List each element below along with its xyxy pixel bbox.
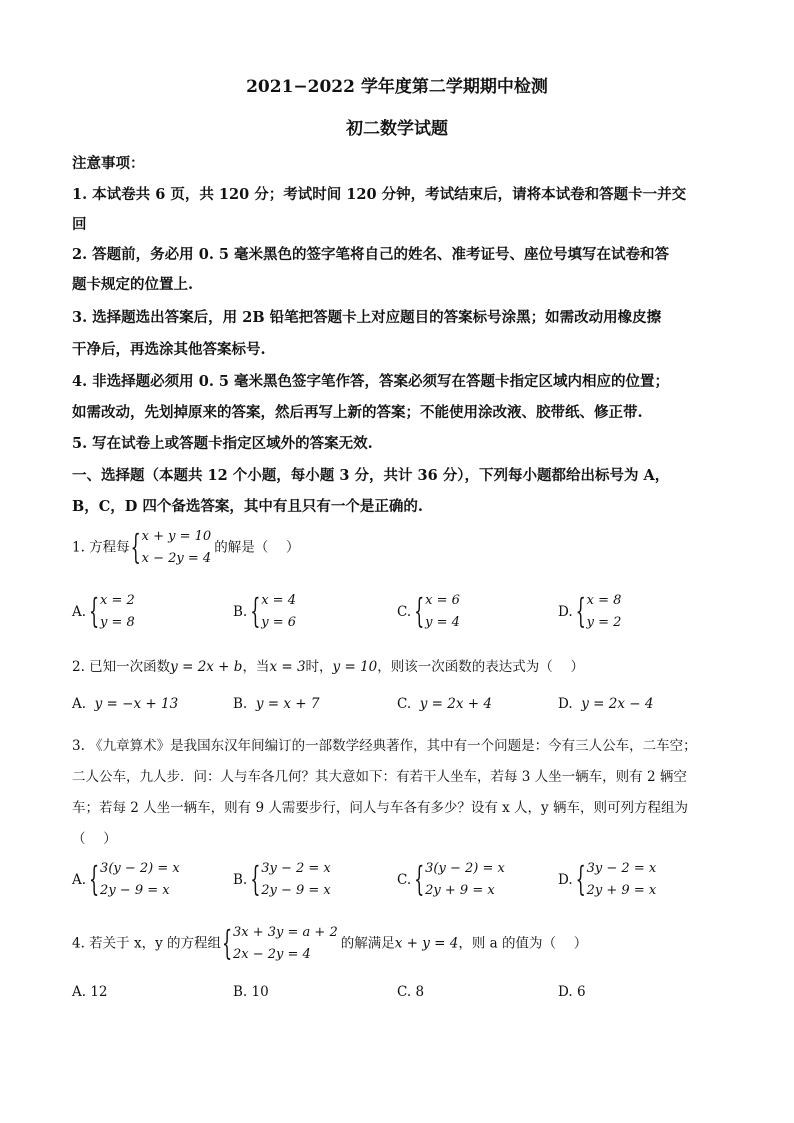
note-line: 如需改动，先划掉原来的答案，然后再写上新的答案；不能使用涂改液、胶带纸、修正带. <box>72 404 643 421</box>
q1-option-d: D. { x = 8 y = 2 <box>558 590 624 634</box>
note-line: 5. 写在试卷上或答题卡指定区域外的答案无效. <box>72 435 373 452</box>
note-line: 1. 本试卷共 6 页，共 120 分；考试时间 120 分钟，考试结束后，请将本试卷和答题卡一并交 <box>72 186 687 203</box>
q3-option-b: B. { 3y − 2 = x 2y − 9 = x <box>233 858 334 902</box>
exam-subtitle: 初二数学试题 <box>346 119 448 139</box>
equation-system: { x + y = 10 x − 2y = 4 <box>133 526 212 570</box>
note-line: 3. 选择题选出答案后，用 2B 铅笔把答题卡上对应题目的答案标号涂黑；如需改动用橡皮擦 <box>72 309 662 326</box>
notes-heading: 注意事项： <box>72 155 145 172</box>
q3-option-d: D. { 3y − 2 = x 2y + 9 = x <box>558 858 659 902</box>
question-3-line: 二人公车，九人步．问：人与车各几何？其大意如下：有若干人坐车，若每 3 人坐一辆车，则有 2 辆空 <box>72 769 687 785</box>
section-heading: 一、选择题（本题共 12 个小题，每小题 3 分，共计 36 分），下列每小题都给出标号为 A， <box>72 467 670 484</box>
equation-system: { 3x + 3y = a + 2 2x − 2y = 4 <box>224 922 338 966</box>
exam-title: 2021−2022 学年度第二学期期中检测 <box>246 77 548 97</box>
q4-option-a: A. 12 <box>72 984 108 1000</box>
q4-option-b: B. 10 <box>233 984 269 1000</box>
question-3-line: 车；若每 2 人坐一辆车，则有 9 人需要步行，问人与车各有多少？设有 x 人，y 辆车，则可列方程组为 <box>72 800 688 816</box>
q1-option-c: C. { x = 6 y = 4 <box>397 590 463 634</box>
note-line: 2. 答题前，务必用 0. 5 毫米黑色的签字笔将自己的姓名、准考证号、座位号填写在试卷和答 <box>72 246 670 263</box>
q2-option-d: D. y = 2x − 4 <box>558 696 654 712</box>
q3-option-a: A. { 3(y − 2) = x 2y − 9 = x <box>72 858 183 902</box>
question-3-line: 3. 《九章算术》是我国东汉年间编订的一部数学经典著作，其中有一个问题是：今有三人公车，二车空； <box>72 738 697 754</box>
q2-option-c: C. y = 2x + 4 <box>397 696 492 712</box>
q4-option-d: D. 6 <box>558 984 586 1000</box>
question-2: 2. 已知一次函数y = 2x + b，当x = 3时，y = 10，则该一次函数的表达式为（ ） <box>72 659 585 675</box>
q2-option-b: B. y = x + 7 <box>233 696 320 712</box>
q4-option-c: C. 8 <box>397 984 425 1000</box>
section-heading-cont: B，C，D 四个备选答案，其中有且只有一个是正确的. <box>72 498 423 515</box>
note-line: 4. 非选择题必须用 0. 5 毫米黑色签字笔作答，答案必须写在答题卡指定区域内相应的位置； <box>72 373 670 390</box>
q1-option-b: B. { x = 4 y = 6 <box>233 590 299 634</box>
q3-option-c: C. { 3(y − 2) = x 2y + 9 = x <box>397 858 508 902</box>
q1-option-a: A. { x = 2 y = 8 <box>72 590 138 634</box>
question-4: 4. 若关于 x，y 的方程组 { 3x + 3y = a + 2 2x − 2y = 4 的解满足x + y = 4，则 a 的值为（ ） <box>72 922 587 966</box>
q2-option-a: A. y = −x + 13 <box>72 696 179 712</box>
note-line: 回 <box>72 216 87 233</box>
question-3-line: （ ） <box>72 831 117 847</box>
note-line: 干净后，再选涂其他答案标号. <box>72 341 266 358</box>
question-1: 1. 方程每 { x + y = 10 x − 2y = 4 的解是（ ） <box>72 526 300 570</box>
note-line: 题卡规定的位置上. <box>72 276 194 293</box>
